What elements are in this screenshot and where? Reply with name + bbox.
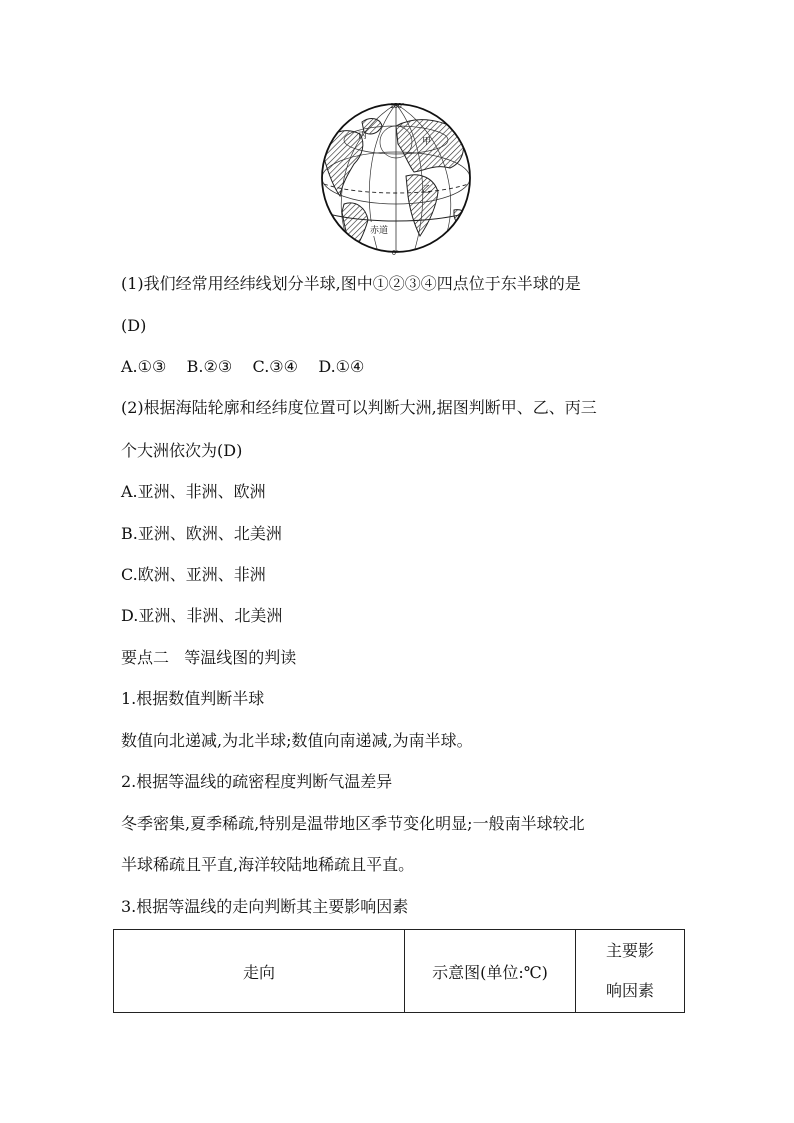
table-header-row — [114, 930, 685, 1013]
section-heading: 要点二 等温线图的判读 — [121, 648, 297, 667]
question-1-answer: (D) — [121, 316, 147, 335]
label-bing: 丙 — [358, 131, 368, 141]
point-2-title: 2.根据等温线的疏密程度判断气温差异 — [121, 772, 393, 791]
point-3-title: 3.根据等温线的走向判断其主要影响因素 — [121, 897, 409, 916]
label-equator: 赤道 — [370, 226, 389, 236]
isotherm-table — [113, 929, 685, 1013]
question-2-line-2: 个大洲依次为(D) — [121, 441, 243, 460]
point-2-text-line-2: 半球稀疏且平直,海洋较陆地稀疏且平直。 — [121, 855, 415, 874]
label-180: 180° — [390, 103, 405, 110]
globe-map-svg — [318, 100, 474, 256]
landmass-africa — [406, 175, 438, 236]
question-1-line-1: (1)我们经常用经纬线划分半球,图中①②③④四点位于东半球的是 — [121, 274, 581, 293]
point-1-text: 数值向北递减,为北半球;数值向南递减,为南半球。 — [121, 731, 473, 750]
label-0: 0° — [392, 250, 399, 256]
point-1-title: 1.根据数值判断半球 — [121, 689, 265, 708]
table-header-factors-line-1: 主要影 — [605, 941, 654, 960]
question-2-option-c: C.欧洲、亚洲、非洲 — [121, 565, 266, 584]
globe-map-figure — [318, 100, 474, 256]
question-2-option-b: B.亚洲、欧洲、北美洲 — [121, 524, 282, 543]
point-2-text-line-1: 冬季密集,夏季稀疏,特别是温带地区季节变化明显;一般南半球较北 — [121, 814, 585, 833]
table-header-direction: 走向 — [114, 930, 405, 1013]
table-header-diagram: 示意图(单位:℃) — [405, 930, 576, 1013]
question-1-options: A.①③ B.②③ C.③④ D.①④ — [121, 357, 365, 376]
table-header-factors — [576, 930, 685, 1013]
question-2-option-a: A.亚洲、非洲、欧洲 — [121, 482, 266, 501]
label-jia: 甲 — [422, 137, 432, 147]
question-2-line-1: (2)根据海陆轮廓和经纬度位置可以判断大洲,据图判断甲、乙、丙三 — [121, 398, 597, 417]
label-yi: 乙 — [422, 185, 432, 195]
question-2-option-d: D.亚洲、非洲、北美洲 — [121, 606, 283, 625]
table-header-factors-line-2: 响因素 — [605, 981, 654, 1000]
